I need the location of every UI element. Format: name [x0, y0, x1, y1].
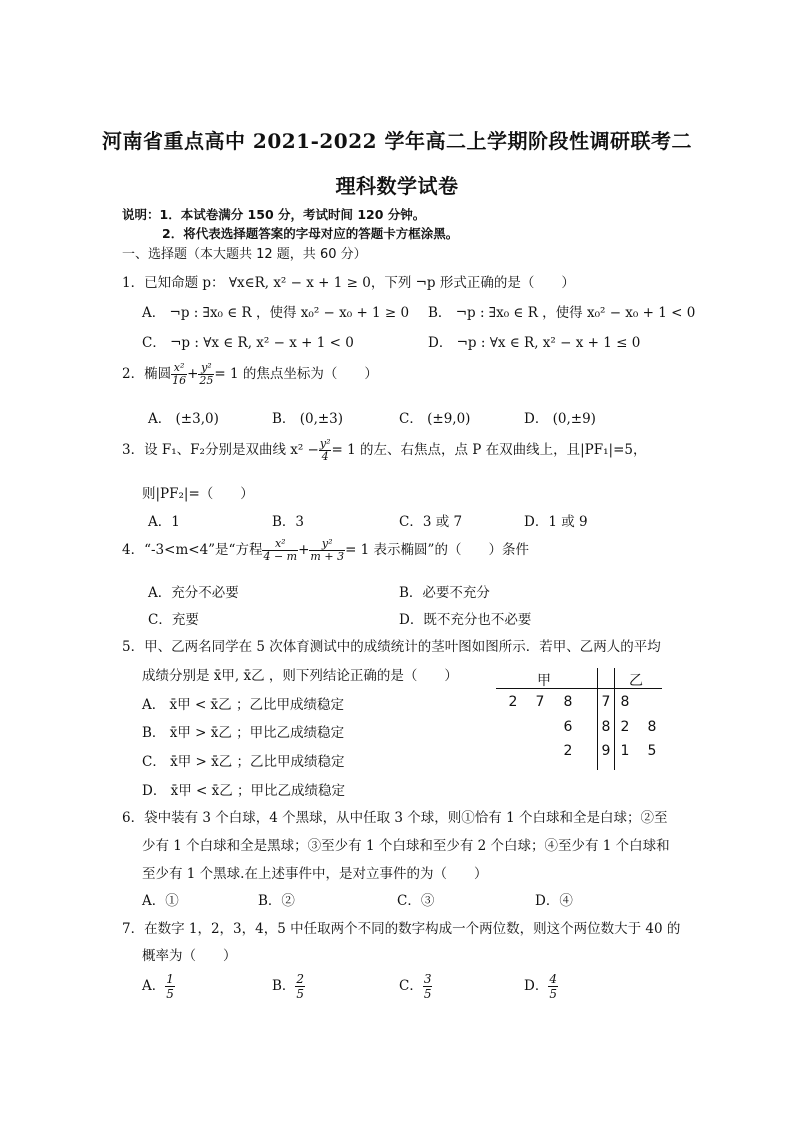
- q3-option-a: A．1: [148, 514, 180, 530]
- q4-fraction-1: [262, 538, 298, 563]
- q2-frac1-num: x²: [171, 362, 187, 375]
- q6-option-a: A．①: [142, 893, 179, 909]
- q7-stem-line2: 概率为（ ）: [142, 948, 237, 964]
- q6-stem-line1: 6．袋中装有 3 个白球，4 个黑球，从中任取 3 个球，则①恰有 1 个白球和全是白球；②至: [122, 810, 668, 826]
- q5-option-b: B． x̄甲 > x̄乙 ；甲比乙成绩稳定: [142, 725, 345, 741]
- q1-stem: 1．已知命题 p： ∀x∈R, x² − x + 1 ≥ 0，下列 ¬p 形式正确的是（ ）: [122, 275, 575, 291]
- leaf-right: 1: [620, 743, 630, 759]
- q7-option-a-label: A．: [142, 978, 166, 994]
- q6-option-c: C．③: [397, 893, 435, 909]
- q5-option-a: A． x̄甲 < x̄乙 ；乙比甲成绩稳定: [142, 697, 344, 713]
- q4-frac1-num: x²: [262, 538, 298, 551]
- instruction-line-2: 2．将代表选择题答案的字母对应的答题卡方框涂黑。: [162, 226, 459, 241]
- q3-fraction: [319, 438, 332, 463]
- q7-b-den: 5: [296, 987, 305, 1001]
- q3-option-b: B．3: [272, 514, 305, 530]
- q7-b-num: 2: [296, 972, 305, 986]
- q4-option-a: A．充分不必要: [148, 585, 239, 601]
- stem-value: 9: [601, 743, 611, 759]
- q2-frac2-den: 25: [199, 374, 214, 387]
- q5-option-d: D． x̄甲 < x̄乙 ；甲比乙成绩稳定: [142, 783, 346, 799]
- q5-stem-line2: 成绩分别是 x̄甲, x̄乙 ，则下列结论正确的是（ ）: [142, 668, 458, 684]
- stem-leaf-divider-right: [614, 668, 615, 770]
- q3-frac-num: y²: [319, 437, 331, 450]
- q1-option-a: A． ¬p : ∃x₀ ∈ R ，使得 x₀² − x₀ + 1 ≥ 0: [142, 305, 410, 321]
- stem-value: 7: [601, 694, 611, 710]
- q3-stem-suffix: = 1 的左、右焦点，点 P 在双曲线上，且|PF₁|=5，: [331, 442, 647, 458]
- q1-option-c: C． ¬p : ∀x ∈ R, x² − x + 1 < 0: [142, 335, 354, 351]
- q4-frac1-den: 4 − m: [263, 550, 298, 563]
- q5-stem-line1: 5．甲、乙两名同学在 5 次体育测试中的成绩统计的茎叶图如图所示．若甲、乙两人的平均: [122, 639, 661, 655]
- q6-option-d: D．④: [535, 893, 573, 909]
- q2-fraction-1: [171, 362, 187, 387]
- q7-option-d-fraction: [548, 972, 558, 1001]
- q6-stem-line3: 至少有 1 个黑球.在上述事件中，是对立事件的为（ ）: [142, 866, 488, 882]
- q1-option-b: B． ¬p : ∃x₀ ∈ R ，使得 x₀² − x₀ + 1 < 0: [428, 305, 696, 321]
- q4-plus: +: [298, 542, 310, 558]
- q2-option-c: C． (±9,0): [399, 411, 471, 427]
- q7-option-c: [399, 972, 432, 1001]
- q6-option-b: B．②: [258, 893, 295, 909]
- q6-stem-line2: 少有 1 个白球和全是黑球；③至少有 1 个白球和至少有 2 个白球；④至少有 1 个白球和: [142, 838, 670, 854]
- q7-d-den: 5: [549, 987, 557, 1001]
- q7-option-b: [272, 972, 305, 1001]
- stem-leaf-plot: [496, 668, 662, 770]
- q4-frac2-num: y²: [309, 538, 345, 551]
- q2-fraction-2: [198, 362, 214, 387]
- q2-plus: +: [187, 366, 199, 382]
- q4-stem-suffix: = 1 表示椭圆”的（ ）条件: [345, 542, 529, 558]
- q7-option-a-fraction: [165, 972, 175, 1001]
- q4-option-d: D．既不充分也不必要: [399, 612, 532, 628]
- section-heading: 一、选择题（本大题共 12 题，共 60 分）: [122, 247, 367, 262]
- q7-a-den: 5: [166, 987, 174, 1001]
- q7-a-num: 1: [166, 972, 174, 986]
- q7-option-d-label: D．: [524, 978, 549, 994]
- q2-frac2-num: y²: [198, 362, 214, 375]
- leaf-left: 6: [563, 719, 573, 735]
- q7-option-d: [524, 972, 558, 1001]
- leaf-right: 8: [647, 719, 657, 735]
- q7-c-den: 5: [423, 987, 432, 1001]
- stem-leaf-head-left: 甲: [537, 673, 551, 689]
- q7-option-b-fraction: [295, 972, 305, 1001]
- q7-option-c-label: C．: [399, 978, 423, 994]
- q3-stem-line2: 则|PF₂|=（ ）: [142, 486, 254, 502]
- q7-d-num: 4: [549, 972, 557, 986]
- leaf-left: 2: [563, 743, 573, 759]
- leaf-left: 8: [563, 694, 573, 710]
- leaf-right: 8: [620, 694, 630, 710]
- q4-option-c: C．充要: [148, 612, 199, 628]
- q5-option-c: C． x̄甲 > x̄乙 ；乙比甲成绩稳定: [142, 754, 345, 770]
- q4-option-b: B．必要不充分: [399, 585, 490, 601]
- q2-option-a: A． (±3,0): [148, 411, 219, 427]
- q2-option-d: D． (0,±9): [524, 411, 596, 427]
- q7-c-num: 3: [423, 972, 432, 986]
- q1-option-d: D． ¬p : ∀x ∈ R, x² − x + 1 ≤ 0: [428, 335, 641, 351]
- page-subtitle: 理科数学试卷: [335, 174, 459, 198]
- q7-option-b-label: B．: [272, 978, 296, 994]
- leaf-right: 2: [620, 719, 630, 735]
- leaf-left: 7: [535, 694, 545, 710]
- q3-option-d: D．1 或 9: [524, 514, 588, 530]
- q2-option-b: B． (0,±3): [272, 411, 344, 427]
- leaf-right: 5: [647, 743, 657, 759]
- q4-fraction-2: [309, 538, 345, 563]
- q7-option-a: [142, 972, 175, 1001]
- q3-stem: [122, 438, 647, 463]
- q2-stem-suffix: = 1 的焦点坐标为（ ）: [214, 366, 378, 382]
- q3-stem-prefix: 3．设 F₁、F₂分别是双曲线 x² −: [122, 442, 319, 458]
- q4-stem-prefix: 4．“-3<m<4”是“方程: [122, 542, 263, 558]
- instruction-line-1: 说明：1．本试卷满分 150 分，考试时间 120 分钟。: [122, 207, 426, 222]
- q2-frac1-den: 16: [172, 374, 187, 387]
- stem-leaf-head-right: 乙: [629, 673, 643, 689]
- q7-option-c-fraction: [423, 972, 433, 1001]
- page-title: 河南省重点高中 2021-2022 学年高二上学期阶段性调研联考二: [101, 129, 693, 153]
- stem-value: 8: [601, 719, 611, 735]
- q3-option-c: C．3 或 7: [399, 514, 463, 530]
- q4-stem: [122, 538, 529, 563]
- q4-frac2-den: m + 3: [310, 550, 345, 563]
- q2-stem: [122, 362, 378, 387]
- q7-stem-line1: 7．在数字 1，2，3，4，5 中任取两个不同的数字构成一个两位数，则这个两位数大于 40 的: [122, 921, 681, 937]
- q2-stem-prefix: 2．椭圆: [122, 366, 172, 382]
- leaf-left: 2: [508, 694, 518, 710]
- q3-frac-den: 4: [321, 450, 329, 463]
